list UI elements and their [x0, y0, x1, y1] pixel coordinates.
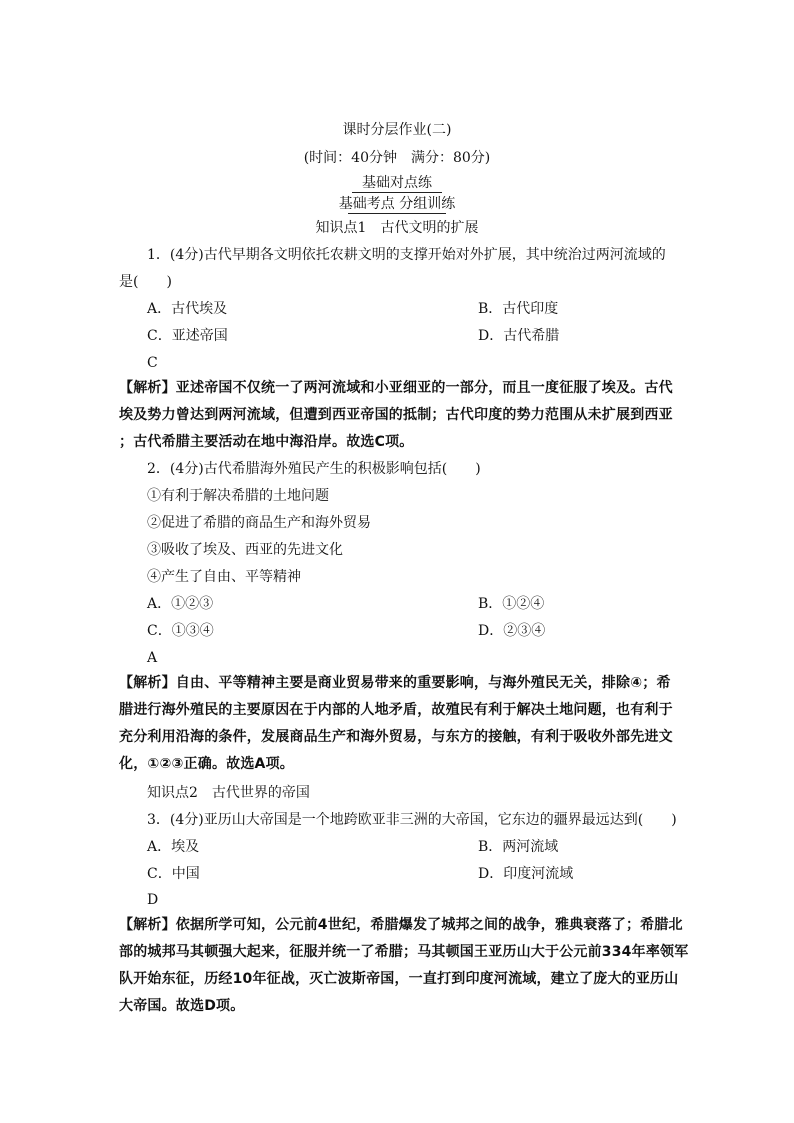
knowledge-point-heading: 知识点2 古代世界的帝国 [147, 785, 310, 801]
analysis-text: 化，①②③正确。故选A项。 [119, 756, 294, 772]
answer: C [147, 355, 158, 371]
knowledge-point-heading: 知识点1 古代文明的扩展 [315, 220, 479, 236]
option-a: A．古代埃及 [147, 301, 228, 317]
section-heading: 基础对点练 [362, 175, 432, 191]
question-stem: 1．(4分)古代早期各文明依托农耕文明的支撑开始对外扩展，其中统治过两河流域的 [147, 247, 666, 263]
statement-item: ④产生了自由、平等精神 [147, 569, 301, 585]
answer: D [147, 892, 159, 908]
analysis-text: 【解析】依据所学可知，公元前4世纪，希腊爆发了城邦之间的战争，雅典衰落了；希腊北 [119, 917, 683, 933]
analysis-text: 队开始东征，历经10年征战，灭亡波斯帝国，一直打到印度河流域，建立了庞大的亚历山 [119, 971, 679, 987]
question-stem: 2．(4分)古代希腊海外殖民产生的积极影响包括( ) [147, 461, 481, 477]
answer: A [147, 650, 158, 666]
option-c: C．亚述帝国 [147, 328, 228, 344]
question-stem: 3．(4分)亚历山大帝国是一个地跨欧亚非三洲的大帝国，它东边的疆界最远达到( ) [147, 812, 677, 828]
option-d: D．古代希腊 [478, 328, 560, 344]
divider-line [352, 192, 442, 193]
analysis-text: 【解析】亚述帝国不仅统一了两河流域和小亚细亚的一部分，而且一度征服了埃及。古代 [119, 380, 673, 396]
option-b: B．①②④ [478, 596, 545, 612]
statement-item: ①有利于解决希腊的土地问题 [147, 488, 329, 504]
option-d: D．②③④ [478, 623, 546, 639]
subsection-heading: 基础考点 分组训练 [338, 196, 456, 212]
question-stem: 是( ) [119, 274, 172, 290]
option-d: D．印度河流域 [478, 866, 574, 882]
option-c: C．中国 [147, 866, 200, 882]
analysis-text: 腊进行海外殖民的主要原因在于内部的人地矛盾，故殖民有利于解决土地问题，也有利于 [119, 702, 673, 718]
analysis-text: 埃及势力曾达到两河流域，但遭到西亚帝国的抵制；古代印度的势力范围从未扩展到西亚 [119, 407, 673, 423]
option-a: A．①②③ [147, 596, 214, 612]
statement-item: ②促进了希腊的商品生产和海外贸易 [147, 515, 371, 531]
analysis-text: 部的城邦马其顿强大起来，征服并统一了希腊；马其顿国王亚历山大于公元前334年率领军 [119, 944, 689, 960]
analysis-text: ；古代希腊主要活动在地中海沿岸。故选C项。 [119, 434, 414, 450]
page-title: 课时分层作业(二) [342, 122, 452, 138]
divider-line [348, 213, 446, 214]
option-b: B．两河流域 [478, 839, 559, 855]
option-b: B．古代印度 [478, 301, 559, 317]
option-c: C．①③④ [147, 623, 214, 639]
statement-item: ③吸收了埃及、西亚的先进文化 [147, 542, 343, 558]
analysis-text: 大帝国。故选D项。 [119, 998, 245, 1014]
option-a: A．埃及 [147, 839, 200, 855]
time-and-score: (时间：40分钟 满分：80分) [303, 150, 491, 166]
analysis-text: 充分利用沿海的条件，发展商品生产和海外贸易，与东方的接触，有利于吸收外部先进文 [119, 729, 673, 745]
analysis-text: 【解析】自由、平等精神主要是商业贸易带来的重要影响，与海外殖民无关，排除④；希 [119, 675, 671, 691]
